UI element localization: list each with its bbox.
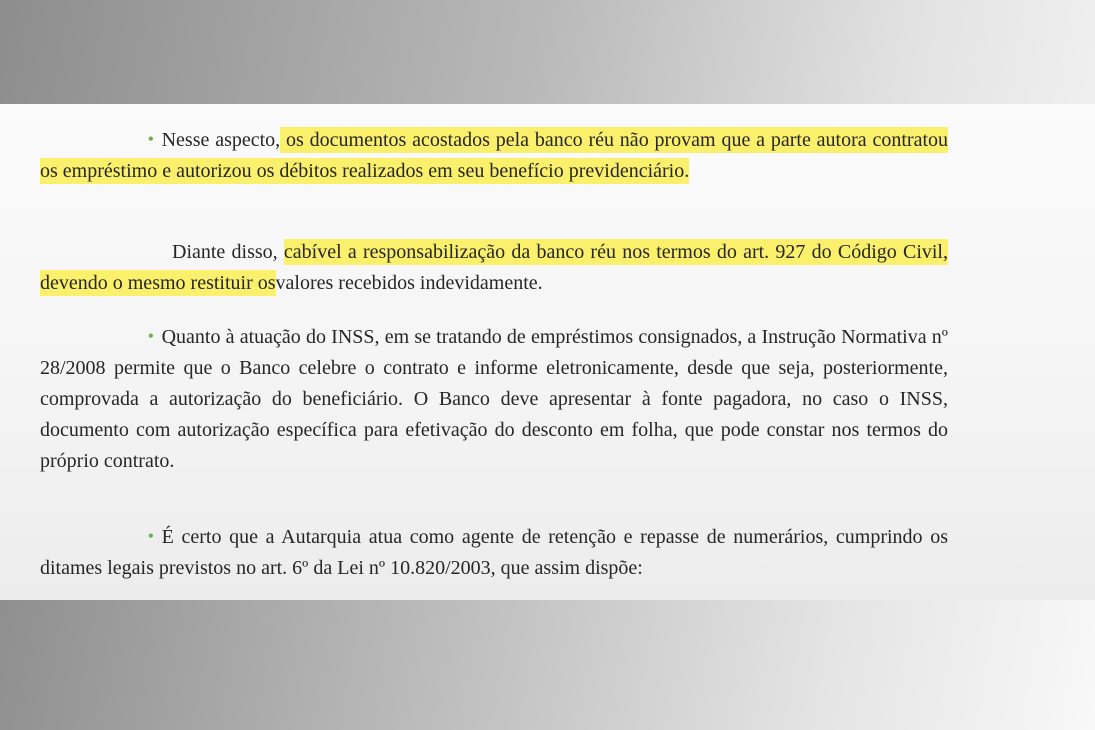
paragraph-2 — [40, 237, 948, 299]
bullet-marker: • — [148, 528, 154, 545]
paragraph-4 — [40, 521, 948, 584]
bullet-marker: • — [148, 131, 154, 148]
background-band-bottom — [0, 600, 1095, 730]
paragraph-3-text: Quanto à atuação do INSS, em se tratando de empréstimos consignados, a Instrução Normativa nº 28/2008 permite que o Banco celebre o contrato e informe eletronicamente, desde que seja, posteriormente, comprovada a autorização do beneficiário. O Banco deve apresentar à fonte pagadora, no caso o INSS, documento com autorização específica para efetivação do desconto em folha, que pode constar nos termos do próprio contrato. — [40, 326, 948, 472]
paragraph-2-highlight: cabível a responsabilização da banco réu nos termos do art. 927 do Código Civil, devendo o mesmo restituir os — [40, 241, 948, 294]
paragraph-4-text: É certo que a Autarquia atua como agente de retenção e repasse de numerários, cumprindo os ditames legais previstos no art. 6º da Lei nº 10.820/2003, que assim dispõe: — [40, 526, 948, 579]
document-page — [0, 104, 1095, 600]
paragraph-3 — [40, 321, 948, 477]
paragraph-1-lead: Nesse aspecto, — [161, 129, 281, 151]
paragraph-2-tail: valores recebidos indevidamente. — [275, 272, 543, 294]
paragraph-1 — [40, 124, 948, 187]
bullet-marker: • — [148, 328, 154, 345]
paragraph-2-lead: Diante disso, — [172, 241, 284, 263]
paragraph-1-highlight: os documentos acostados pela banco réu não provam que a parte autora contratou os empréstimo e autorizou os débitos realizados em seu benefício previdenciário. — [40, 129, 949, 182]
